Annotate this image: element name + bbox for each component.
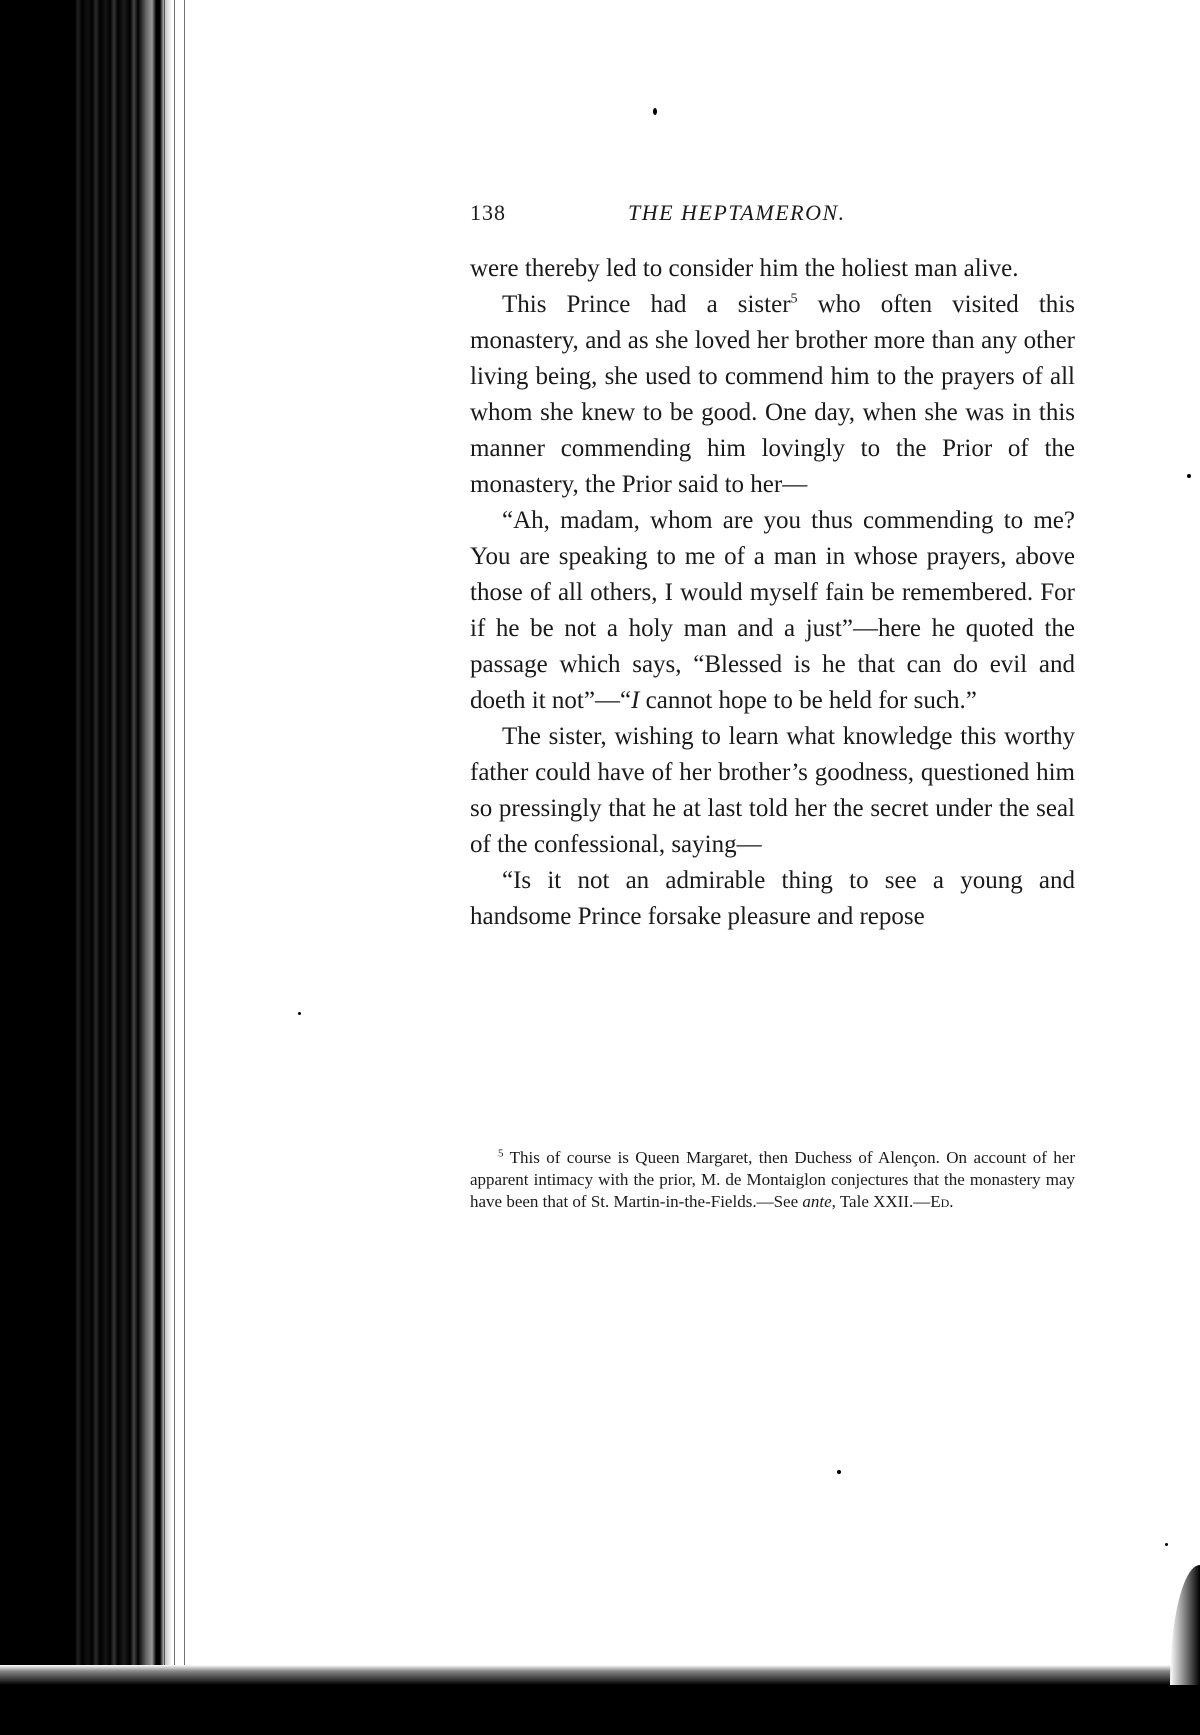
footnote-number: 5 <box>498 1147 504 1160</box>
scan-speck <box>837 1470 841 1474</box>
footnote-italic: ante <box>802 1192 832 1211</box>
scan-speck <box>1187 474 1191 478</box>
footnote-text: , Tale XXII.— <box>831 1192 931 1211</box>
paragraph: were thereby led to consider him the holiest man alive. <box>470 255 1019 282</box>
scan-speck <box>1165 1543 1168 1546</box>
footnote <box>470 1147 1075 1213</box>
scan-speck <box>653 108 657 115</box>
paragraph: “Is it not an admirable thing to see a young and handsome Prince forsake pleasure and repose <box>470 867 1075 930</box>
page-curl <box>1170 1565 1200 1685</box>
paragraph <box>470 287 1075 503</box>
bottom-edge-shadow <box>0 1665 1200 1735</box>
binding-edge-lines <box>160 0 190 1680</box>
running-title: THE HEPTAMERON. <box>628 200 846 225</box>
body-text <box>470 251 1075 935</box>
text-run: cannot hope to be held for such.” <box>639 687 977 714</box>
page-header <box>470 200 1075 234</box>
text-run: “Ah, madam, whom are you thus commending to me? You are speaking to me of a man in whose prayers, above those of all others, I would myself fain be remembered. For if he be not a holy man and a just”—here he quoted the passage which says, “Blessed is he that can do evil and doeth it not”—“ <box>470 507 1075 714</box>
text-run: who often visited this monastery, and as she loved her brother more than any other living being, she used to commend him to the prayers of all whom she knew to be good. One day, when she was in this manner commending him lovingly to the Prior of the monastery, the Prior said to her— <box>470 291 1075 498</box>
text-run: This Prince had a sister <box>502 291 791 318</box>
footnote-reference: 5 <box>790 291 798 307</box>
paragraph <box>470 503 1075 719</box>
paragraph: The sister, wishing to learn what knowledge this worthy father could have of her brother’s goodness, questioned him so pressingly that he at last told her the secret under the seal of the confessional, saying— <box>470 723 1075 858</box>
page-number: 138 <box>470 200 506 225</box>
editor-mark: Ed. <box>930 1192 954 1211</box>
italic-text: I <box>631 687 640 714</box>
footnote-text: This of course is Queen Margaret, then Duchess of Alençon. On account of her apparent intimacy with the prior, M. de Montaiglon conjectures that the monastery may have been that of St. Martin-in-the-Fields.—See <box>470 1148 1075 1211</box>
scan-speck <box>298 1012 301 1015</box>
